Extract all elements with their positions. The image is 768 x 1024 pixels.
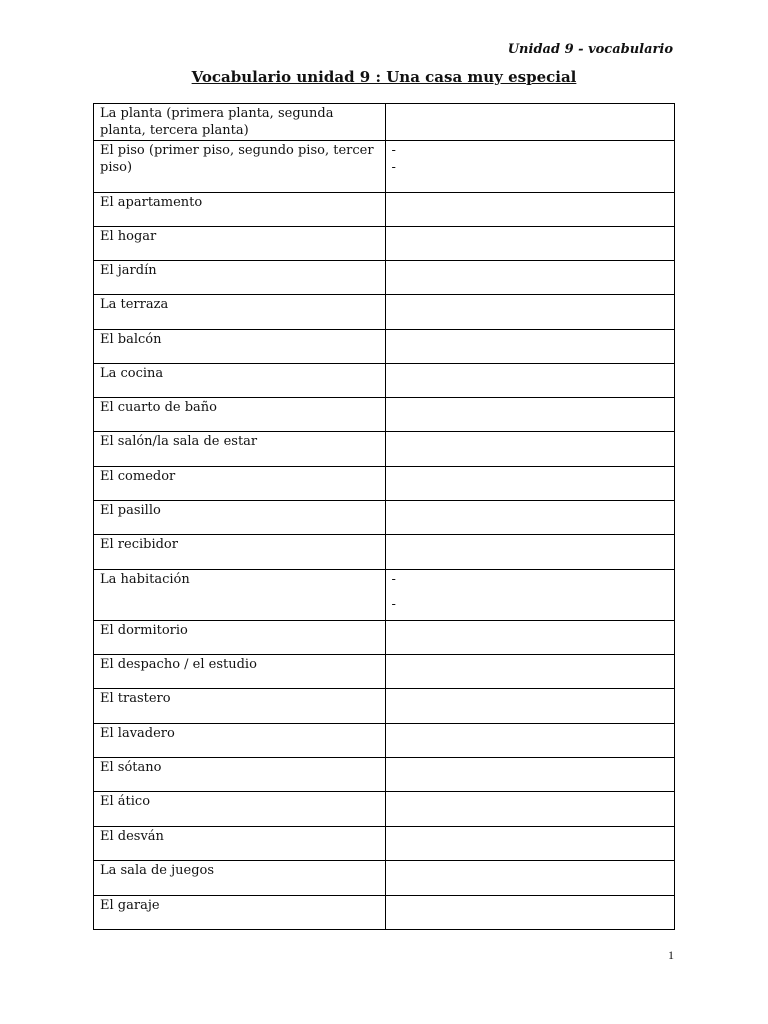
table-row (94, 432, 675, 467)
table-row (94, 227, 675, 261)
answer-dash: - (391, 143, 396, 158)
vocab-answer-cell[interactable] (385, 827, 675, 861)
table-row (94, 141, 675, 193)
vocab-answer-cell[interactable] (385, 193, 675, 227)
vocabulary-table (93, 103, 675, 930)
vocab-answer-cell[interactable] (385, 792, 675, 827)
vocab-answer-cell[interactable] (385, 398, 675, 432)
vocab-term-cell: La cocina (94, 364, 386, 398)
vocab-answer-cell[interactable] (385, 535, 675, 570)
vocab-term-cell: El apartamento (94, 193, 386, 227)
vocab-answer-cell[interactable] (385, 261, 675, 295)
vocab-answer-cell[interactable] (385, 621, 675, 655)
table-row (94, 758, 675, 792)
vocab-term-cell: El jardín (94, 261, 386, 295)
table-row (94, 467, 675, 501)
vocab-answer-cell[interactable] (385, 141, 675, 193)
vocab-term-cell: El despacho / el estudio (94, 655, 386, 689)
vocab-term-cell: El sótano (94, 758, 386, 792)
page-number: 1 (668, 948, 674, 962)
vocab-term-cell: El cuarto de baño (94, 398, 386, 432)
vocab-term-cell: La sala de juegos (94, 861, 386, 896)
table-row (94, 193, 675, 227)
table-row (94, 261, 675, 295)
vocab-term-cell: El recibidor (94, 535, 386, 570)
vocab-term-cell: El pasillo (94, 501, 386, 535)
answer-dash: - (391, 572, 396, 587)
vocab-term-cell: La habitación (94, 570, 386, 621)
table-row (94, 501, 675, 535)
vocab-term-cell: La terraza (94, 295, 386, 330)
vocab-term-cell: El desván (94, 827, 386, 861)
vocab-answer-cell[interactable] (385, 227, 675, 261)
vocab-term-cell: El balcón (94, 330, 386, 364)
vocab-answer-cell[interactable] (385, 104, 675, 141)
answer-dash: - (391, 160, 396, 175)
table-row (94, 689, 675, 724)
table-row (94, 535, 675, 570)
table-row (94, 621, 675, 655)
vocab-answer-cell[interactable] (385, 330, 675, 364)
vocab-answer-cell[interactable] (385, 758, 675, 792)
running-header: Unidad 9 - vocabulario (507, 42, 673, 57)
table-row (94, 295, 675, 330)
table-row (94, 104, 675, 141)
page-title: Vocabulario unidad 9 : Una casa muy especial (191, 68, 577, 86)
table-row (94, 398, 675, 432)
table-row (94, 570, 675, 621)
table-row (94, 792, 675, 827)
table-row (94, 724, 675, 758)
vocab-answer-cell[interactable] (385, 724, 675, 758)
vocab-answer-cell[interactable] (385, 432, 675, 467)
vocab-answer-cell[interactable] (385, 364, 675, 398)
vocab-term-cell: La planta (primera planta, segunda planta, tercera planta) (94, 104, 386, 141)
vocab-answer-cell[interactable] (385, 655, 675, 689)
vocab-term-cell: El garaje (94, 896, 386, 930)
vocabulary-table-body (94, 104, 675, 930)
vocab-term-cell: El piso (primer piso, segundo piso, tercer piso) (94, 141, 386, 193)
vocab-answer-cell[interactable] (385, 861, 675, 896)
vocab-term-cell: El comedor (94, 467, 386, 501)
vocab-term-cell: El ático (94, 792, 386, 827)
vocab-answer-cell[interactable] (385, 570, 675, 621)
vocab-term-cell: El lavadero (94, 724, 386, 758)
table-row (94, 827, 675, 861)
vocab-answer-cell[interactable] (385, 896, 675, 930)
vocab-term-cell: El dormitorio (94, 621, 386, 655)
vocab-term-cell: El hogar (94, 227, 386, 261)
vocab-answer-cell[interactable] (385, 467, 675, 501)
table-row (94, 655, 675, 689)
table-row (94, 896, 675, 930)
vocab-term-cell: El salón/la sala de estar (94, 432, 386, 467)
answer-dash: - (391, 597, 396, 612)
table-row (94, 330, 675, 364)
vocab-term-cell: El trastero (94, 689, 386, 724)
vocab-answer-cell[interactable] (385, 689, 675, 724)
vocab-answer-cell[interactable] (385, 501, 675, 535)
table-row (94, 364, 675, 398)
table-row (94, 861, 675, 896)
vocab-answer-cell[interactable] (385, 295, 675, 330)
